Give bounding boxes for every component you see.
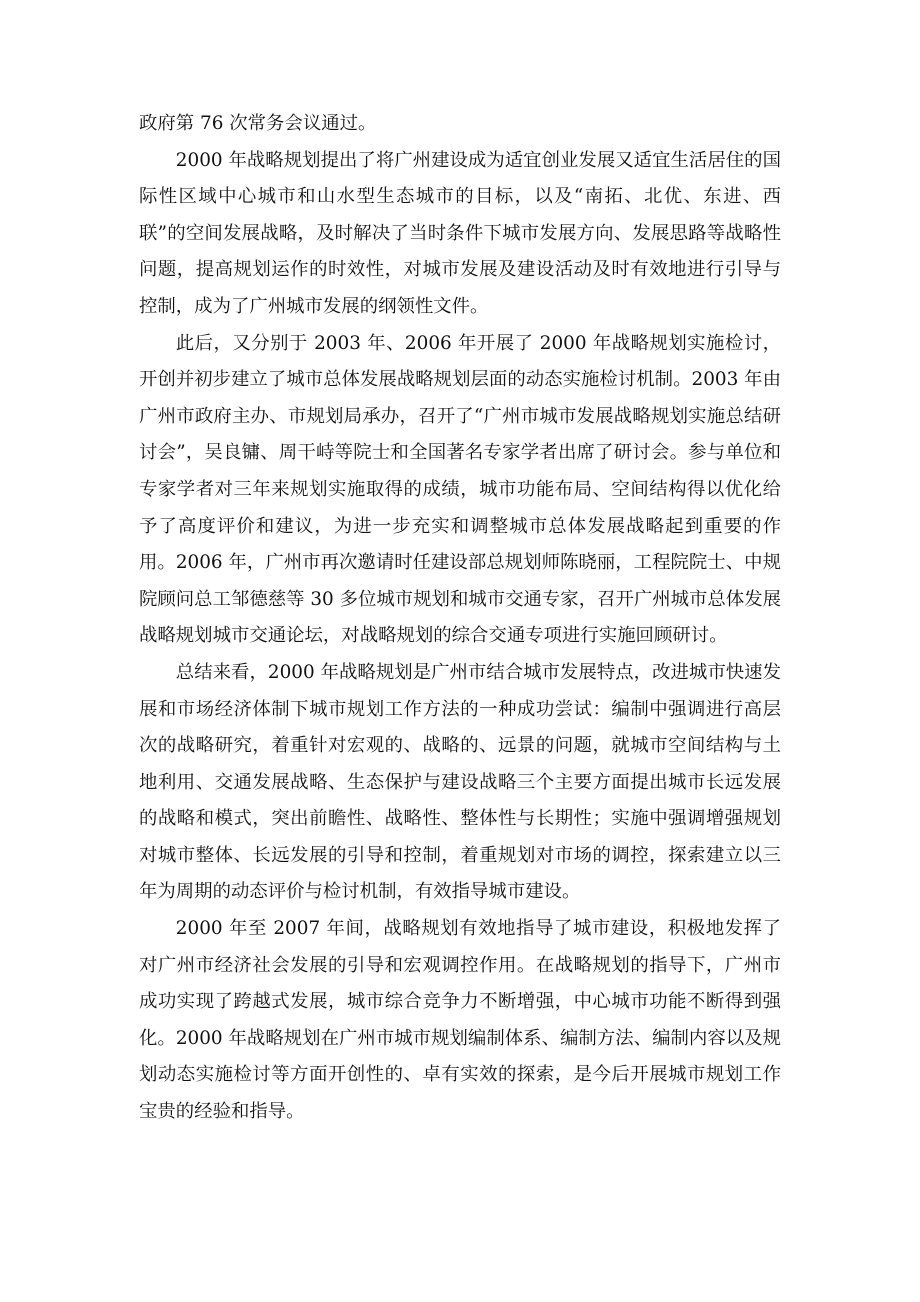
paragraph-3: 此后，又分别于 2003 年、2006 年开展了 2000 年战略规划实施检讨，开创并初步建立了城市总体发展战略规划层面的动态实施检讨机制。2003 年由广州市政府主办、市规划局承办，召开了“广州市城市发展战略规划实施总结研讨会”，吴良镛、周干峙等院士和全国著名专家学者出席了研讨会。参与单位和专家学者对三年来规划实施取得的成绩，城市功能布局、空间结构得以优化给予了高度评价和建议，为进一步充实和调整城市总体发展战略起到重要的作用。2006 年，广州市再次邀请时任建设部总规划师陈晓丽，工程院院士、中规院顾问总工邹德慈等 30 多位城市规划和城市交通专家，召开广州城市总体发展战略规划城市交通论坛，对战略规划的综合交通专项进行实施回顾研讨。 [139, 332, 781, 647]
body-text [139, 106, 781, 1131]
paragraph-5: 2000 年至 2007 年间，战略规划有效地指导了城市建设，积极地发挥了对广州市经济社会发展的引导和宏观调控作用。在战略规划的指导下，广州市成功实现了跨越式发展，城市综合竞争力不断增强，中心城市功能不断得到强化。2000 年战略规划在广州市城市规划编制体系、编制方法、编制内容以及规划动态实施检讨等方面开创性的、卓有实效的探索，是今后开展城市规划工作宝贵的经验和指导。 [139, 918, 781, 1123]
paragraph-2: 2000 年战略规划提出了将广州建设成为适宜创业发展又适宜生活居住的国际性区域中心城市和山水型生态城市的目标，以及“南拓、北优、东进、西联”的空间发展战略，及时解决了当时条件下城市发展方向、发展思路等战略性问题，提高规划运作的时效性，对城市发展及建设活动及时有效地进行引导与控制，成为了广州城市发展的纲领性文件。 [139, 149, 781, 317]
paragraph-1: 政府第 76 次常务会议通过。 [139, 113, 377, 134]
paragraph-4: 总结来看，2000 年战略规划是广州市结合城市发展特点，改进城市快速发展和市场经济体制下城市规划工作方法的一种成功尝试：编制中强调进行高层次的战略研究，着重针对宏观的、战略的、远景的问题，就城市空间结构与土地利用、交通发展战略、生态保护与建设战略三个主要方面提出城市长远发展的战略和模式，突出前瞻性、战略性、整体性与长期性；实施中强调增强规划对城市整体、长远发展的引导和控制，着重规划对市场的调控，探索建立以三年为周期的动态评价与检讨机制，有效指导城市建设。 [139, 661, 781, 903]
